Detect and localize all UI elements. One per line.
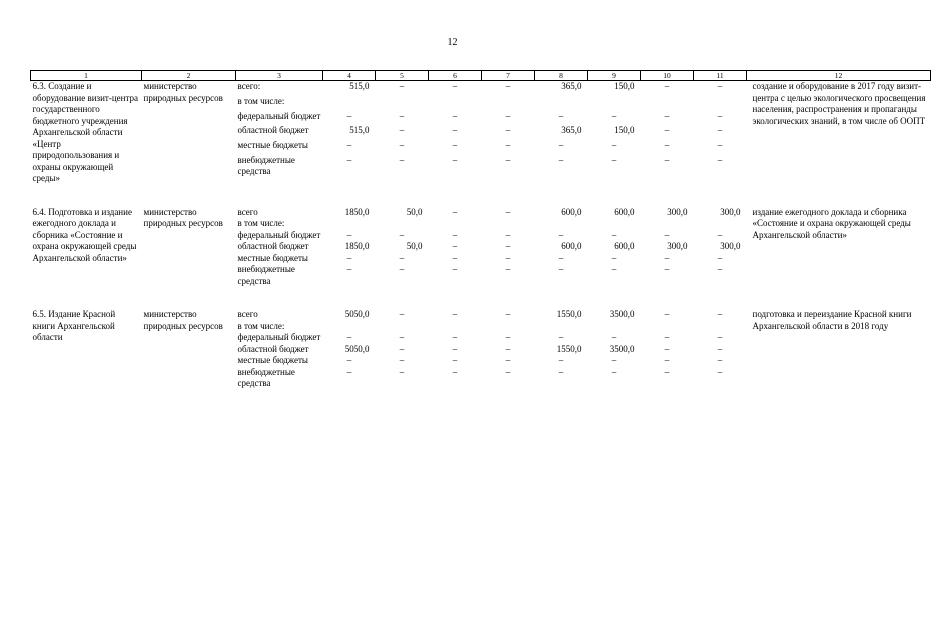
- amount-cell: –: [505, 241, 511, 251]
- amount-cell: –: [346, 366, 352, 377]
- amount-cell: –: [611, 332, 617, 342]
- amount-cell: [694, 321, 747, 333]
- amount-cell: [694, 96, 747, 111]
- amount-cell: –: [505, 366, 511, 377]
- amount-cell: 300,0: [667, 241, 688, 251]
- amount-cell: –: [505, 110, 511, 121]
- amount-cell: –: [399, 264, 405, 274]
- amount-cell: [376, 96, 429, 111]
- amount-cell: –: [611, 154, 617, 165]
- amount-cell: –: [399, 309, 405, 319]
- spacer-cell: [31, 287, 931, 309]
- amount-cell: –: [664, 229, 670, 240]
- amount-cell: –: [558, 140, 564, 151]
- expected-result: подготовка и переиздание Красной книги Архангельской области в 2018 году: [752, 309, 912, 331]
- amount-cell: –: [399, 343, 405, 354]
- amount-cell: –: [717, 355, 723, 365]
- funding-source: федеральный бюджет: [237, 229, 321, 240]
- amount-cell: –: [558, 252, 564, 263]
- section-spacer: [31, 287, 931, 309]
- amount-cell: [323, 218, 376, 230]
- amount-cell: –: [346, 355, 352, 365]
- column-header: 4: [323, 71, 376, 81]
- funding-source: областной бюджет: [237, 241, 309, 251]
- funding-source: в том числе:: [237, 218, 285, 228]
- amount-cell: [429, 96, 482, 111]
- amount-cell: –: [505, 206, 511, 217]
- amount-cell: [694, 218, 747, 230]
- amount-cell: –: [611, 252, 617, 263]
- amount-cell: 50,0: [406, 241, 423, 251]
- amount-cell: 150,0: [614, 81, 635, 91]
- amount-cell: –: [717, 332, 723, 342]
- amount-cell: –: [399, 154, 405, 165]
- amount-cell: –: [399, 110, 405, 121]
- amount-cell: –: [717, 366, 723, 377]
- amount-cell: –: [717, 229, 723, 240]
- amount-cell: –: [664, 355, 670, 365]
- expected-result: издание ежегодного доклада и сборника «Состояние и охрана окружающей среды Архангельской области»: [752, 206, 911, 240]
- amount-cell: –: [558, 366, 564, 377]
- amount-cell: –: [664, 140, 670, 151]
- funding-source: местные бюджеты: [237, 140, 308, 151]
- funding-source: федеральный бюджет: [237, 332, 321, 342]
- amount-cell: 600,0: [561, 206, 582, 217]
- funding-source: местные бюджеты: [237, 252, 308, 263]
- amount-cell: –: [505, 264, 511, 274]
- amount-cell: –: [717, 309, 723, 319]
- amount-cell: 515,0: [349, 81, 370, 91]
- amount-cell: –: [664, 343, 670, 354]
- amount-cell: [535, 96, 588, 111]
- amount-cell: –: [452, 309, 458, 319]
- amount-cell: –: [664, 125, 670, 136]
- amount-cell: –: [399, 229, 405, 240]
- amount-cell: –: [505, 343, 511, 354]
- amount-cell: –: [717, 81, 723, 91]
- amount-cell: –: [505, 154, 511, 165]
- amount-cell: [535, 321, 588, 333]
- amount-cell: –: [611, 140, 617, 151]
- measure-title: 6.3. Создание и оборудование визит-центра государственного бюджетного учреждения Архангельской области «Центр природопользования и охраны окружающей среды»: [32, 81, 139, 183]
- amount-cell: 1850,0: [344, 206, 370, 217]
- amount-cell: –: [558, 110, 564, 121]
- amount-cell: –: [664, 110, 670, 121]
- funding-table: [30, 70, 931, 390]
- table-row: [31, 309, 931, 321]
- amount-cell: –: [717, 264, 723, 274]
- amount-cell: [323, 96, 376, 111]
- column-header: 1: [31, 71, 142, 81]
- amount-cell: –: [452, 229, 458, 240]
- amount-cell: 150,0: [614, 125, 635, 136]
- amount-cell: [429, 218, 482, 230]
- funding-source: в том числе:: [237, 95, 285, 106]
- amount-cell: –: [505, 355, 511, 365]
- amount-cell: –: [505, 309, 511, 319]
- column-header: 10: [641, 71, 694, 81]
- amount-cell: –: [452, 154, 458, 165]
- executor: министерство природных ресурсов: [143, 309, 223, 331]
- amount-cell: –: [452, 264, 458, 274]
- amount-cell: 5050,0: [344, 309, 370, 319]
- amount-cell: –: [346, 332, 352, 342]
- amount-cell: 3500,0: [609, 309, 635, 319]
- amount-cell: –: [505, 252, 511, 263]
- amount-cell: –: [452, 366, 458, 377]
- amount-cell: [641, 218, 694, 230]
- amount-cell: –: [664, 309, 670, 319]
- column-header: 11: [694, 71, 747, 81]
- expected-result: создание и оборудование в 2017 году визит-центра с целью экологического просвещения населения, распространения и пропаганды экологических знаний, в том числе об ООПТ: [752, 81, 926, 126]
- measure-title: 6.4. Подготовка и издание ежегодного доклада и сборника «Состояние и охрана окружающей среды Архангельской области»: [32, 206, 137, 263]
- amount-cell: –: [611, 366, 617, 377]
- amount-cell: –: [505, 229, 511, 240]
- amount-cell: –: [346, 264, 352, 274]
- amount-cell: 300,0: [720, 241, 741, 251]
- amount-cell: –: [346, 140, 352, 151]
- amount-cell: 365,0: [561, 125, 582, 136]
- amount-cell: –: [346, 252, 352, 263]
- amount-cell: [429, 321, 482, 333]
- amount-cell: –: [558, 154, 564, 165]
- funding-source: внебюджетные средства: [237, 154, 295, 177]
- amount-cell: [588, 218, 641, 230]
- amount-cell: –: [399, 252, 405, 263]
- amount-cell: [376, 218, 429, 230]
- column-header: 7: [482, 71, 535, 81]
- column-header: 5: [376, 71, 429, 81]
- amount-cell: –: [399, 81, 405, 91]
- amount-cell: 300,0: [720, 206, 741, 217]
- amount-cell: –: [664, 332, 670, 342]
- amount-cell: –: [452, 110, 458, 121]
- amount-cell: –: [611, 110, 617, 121]
- amount-cell: –: [399, 125, 405, 136]
- amount-cell: 600,0: [561, 241, 582, 251]
- table-row: [31, 207, 931, 219]
- amount-cell: –: [346, 229, 352, 240]
- amount-cell: –: [611, 264, 617, 274]
- amount-cell: –: [664, 252, 670, 263]
- funding-source: всего:: [237, 81, 261, 91]
- amount-cell: 1550,0: [556, 309, 582, 319]
- amount-cell: –: [452, 125, 458, 136]
- amount-cell: 600,0: [614, 206, 635, 217]
- column-header: 12: [747, 71, 931, 81]
- amount-cell: –: [452, 81, 458, 91]
- amount-cell: [588, 321, 641, 333]
- amount-cell: –: [717, 140, 723, 151]
- amount-cell: [535, 218, 588, 230]
- amount-cell: –: [558, 229, 564, 240]
- funding-source: федеральный бюджет: [237, 110, 321, 121]
- executor: министерство природных ресурсов: [143, 81, 223, 103]
- table-body: [31, 81, 931, 390]
- column-header: 6: [429, 71, 482, 81]
- amount-cell: –: [717, 343, 723, 354]
- amount-cell: –: [452, 140, 458, 151]
- column-header: 9: [588, 71, 641, 81]
- amount-cell: [588, 96, 641, 111]
- amount-cell: 1850,0: [344, 241, 370, 251]
- amount-cell: –: [346, 110, 352, 121]
- amount-cell: 3500,0: [609, 343, 635, 354]
- column-header: 3: [236, 71, 323, 81]
- amount-cell: –: [558, 355, 564, 365]
- amount-cell: –: [717, 252, 723, 263]
- amount-cell: –: [452, 252, 458, 263]
- amount-cell: 600,0: [614, 241, 635, 251]
- amount-cell: –: [399, 332, 405, 342]
- amount-cell: –: [452, 241, 458, 251]
- amount-cell: –: [452, 206, 458, 217]
- executor: министерство природных ресурсов: [143, 206, 223, 228]
- spacer-cell: [31, 185, 931, 207]
- amount-cell: –: [717, 154, 723, 165]
- amount-cell: [376, 321, 429, 333]
- amount-cell: –: [611, 355, 617, 365]
- column-header: 8: [535, 71, 588, 81]
- funding-source: областной бюджет: [237, 125, 309, 136]
- amount-cell: 300,0: [667, 206, 688, 217]
- section-spacer: [31, 185, 931, 207]
- amount-cell: –: [717, 110, 723, 121]
- funding-source: внебюджетные средства: [237, 366, 295, 388]
- amount-cell: –: [505, 140, 511, 151]
- column-header: 2: [142, 71, 236, 81]
- funding-source: внебюджетные средства: [237, 264, 295, 286]
- measure-title: 6.5. Издание Красной книги Архангельской области: [32, 309, 116, 342]
- amount-cell: –: [399, 355, 405, 365]
- amount-cell: [323, 321, 376, 333]
- amount-cell: –: [664, 154, 670, 165]
- amount-cell: –: [399, 140, 405, 151]
- page-number: 12: [447, 37, 458, 48]
- funding-source: в том числе:: [237, 320, 285, 331]
- amount-cell: [482, 96, 535, 111]
- amount-cell: –: [664, 81, 670, 91]
- amount-cell: –: [346, 154, 352, 165]
- amount-cell: 5050,0: [344, 343, 370, 354]
- amount-cell: –: [664, 264, 670, 274]
- amount-cell: –: [399, 366, 405, 377]
- funding-source: всего: [237, 309, 258, 319]
- amount-cell: –: [717, 125, 723, 136]
- amount-cell: –: [505, 332, 511, 342]
- funding-source: областной бюджет: [237, 343, 309, 354]
- amount-cell: [482, 218, 535, 230]
- amount-cell: [482, 321, 535, 333]
- amount-cell: [641, 96, 694, 111]
- amount-cell: 365,0: [561, 81, 582, 91]
- header-row: [31, 71, 931, 81]
- amount-cell: –: [452, 332, 458, 342]
- amount-cell: –: [558, 332, 564, 342]
- table-row: [31, 81, 931, 96]
- amount-cell: 50,0: [406, 206, 423, 217]
- funding-source: всего: [237, 206, 258, 217]
- amount-cell: –: [452, 355, 458, 365]
- amount-cell: –: [505, 81, 511, 91]
- amount-cell: –: [505, 125, 511, 136]
- amount-cell: 1550,0: [556, 343, 582, 354]
- funding-source: местные бюджеты: [237, 355, 308, 365]
- amount-cell: –: [664, 366, 670, 377]
- amount-cell: –: [611, 229, 617, 240]
- amount-cell: –: [452, 343, 458, 354]
- amount-cell: –: [558, 264, 564, 274]
- amount-cell: [641, 321, 694, 333]
- amount-cell: 515,0: [349, 125, 370, 136]
